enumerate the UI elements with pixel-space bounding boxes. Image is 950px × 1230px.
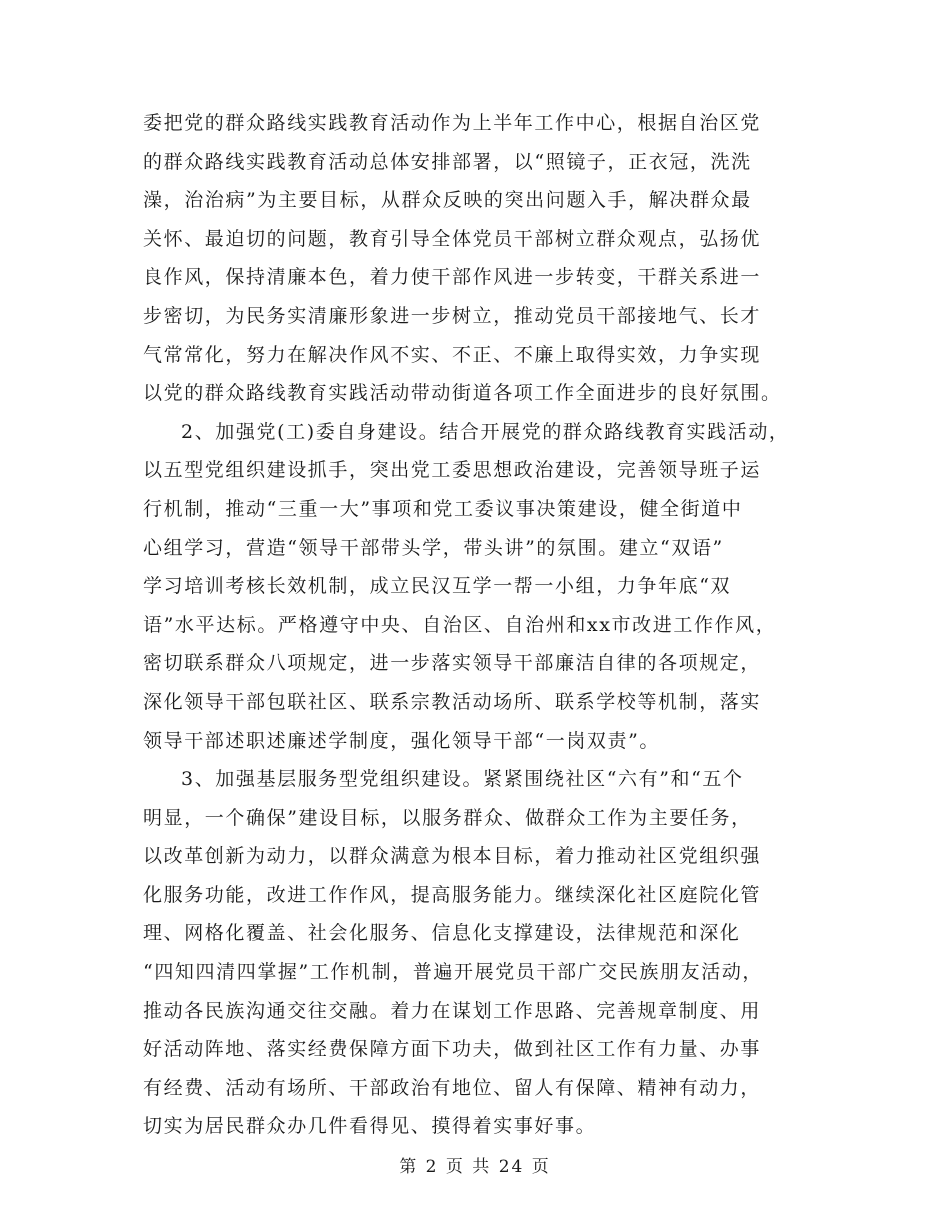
text-line: 的群众路线实践教育活动总体安排部署，以“照镜子，正衣冠，洗洗 xyxy=(143,150,752,173)
text-line: 以党的群众路线教育实践活动带动街道各项工作全面进步的良好氛围。 xyxy=(143,382,782,405)
text-line: 领导干部述职述廉述学制度，强化领导干部“一岗双责”。 xyxy=(143,729,661,752)
paragraph-2-start: 2、加强党(工)委自身建设。结合开展党的群众路线教育实践活动， xyxy=(181,420,790,443)
text-line: 良作风，保持清廉本色，着力使干部作风进一步转变，干群关系进一 xyxy=(143,266,762,289)
text-line: 以五型党组织建设抓手，突出党工委思想政治建设，完善领导班子运 xyxy=(143,459,762,482)
text-line: “四知四清四掌握”工作机制，普遍开展党员干部广交民族朋友活动， xyxy=(143,961,764,984)
text-line: 明显，一个确保”建设目标，以服务群众、做群众工作为主要任务， xyxy=(143,806,752,829)
text-line: 深化领导干部包联社区、联系宗教活动场所、联系学校等机制，落实 xyxy=(143,690,762,713)
page-number-footer: 第 2 页 共 24 页 xyxy=(399,1157,551,1177)
text-line: 语”水平达标。严格遵守中央、自治区、自治州和xx市改进工作作风， xyxy=(143,613,777,636)
text-line: 好活动阵地、落实经费保障方面下功夫，做到社区工作有力量、办事 xyxy=(143,1038,762,1061)
text-line: 密切联系群众八项规定，进一步落实领导干部廉洁自律的各项规定， xyxy=(143,652,762,675)
text-line: 关怀、最迫切的问题，教育引导全体党员干部树立群众观点，弘扬优 xyxy=(143,227,762,250)
text-line: 气常常化，努力在解决作风不实、不正、不廉上取得实效，力争实现 xyxy=(143,343,762,366)
document-body xyxy=(143,104,823,1146)
text-line: 理、网格化覆盖、社会化服务、信息化支撑建设，法律规范和深化 xyxy=(143,922,741,945)
text-line: 推动各民族沟通交往交融。着力在谋划工作思路、完善规章制度、用 xyxy=(143,999,762,1022)
text-line: 心组学习，营造“领导干部带头学，带头讲”的氛围。建立“双语” xyxy=(143,536,724,559)
text-line: 有经费、活动有场所、干部政治有地位、留人有保障、精神有动力， xyxy=(143,1076,762,1099)
text-line: 切实为居民群众办几件看得见、摸得着实事好事。 xyxy=(143,1115,597,1138)
text-line: 行机制，推动“三重一大”事项和党工委议事决策建设，健全街道中 xyxy=(143,497,743,520)
text-line: 委把党的群众路线实践教育活动作为上半年工作中心，根据自治区党 xyxy=(143,112,762,134)
text-line: 以改革创新为动力，以群众满意为根本目标，着力推动社区党组织强 xyxy=(143,845,762,868)
text-line: 化服务功能，改进工作作风，提高服务能力。继续深化社区庭院化管 xyxy=(143,883,762,906)
text-line: 学习培训考核长效机制，成立民汉互学一帮一小组，力争年底“双 xyxy=(143,575,732,598)
text-line: 澡，治治病”为主要目标，从群众反映的突出问题入手，解决群众最 xyxy=(143,189,752,212)
paragraph-3-start: 3、加强基层服务型党组织建设。紧紧围绕社区“六有”和“五个 xyxy=(181,768,744,791)
text-line: 步密切，为民务实清廉形象进一步树立，推动党员干部接地气、长才 xyxy=(143,304,762,327)
